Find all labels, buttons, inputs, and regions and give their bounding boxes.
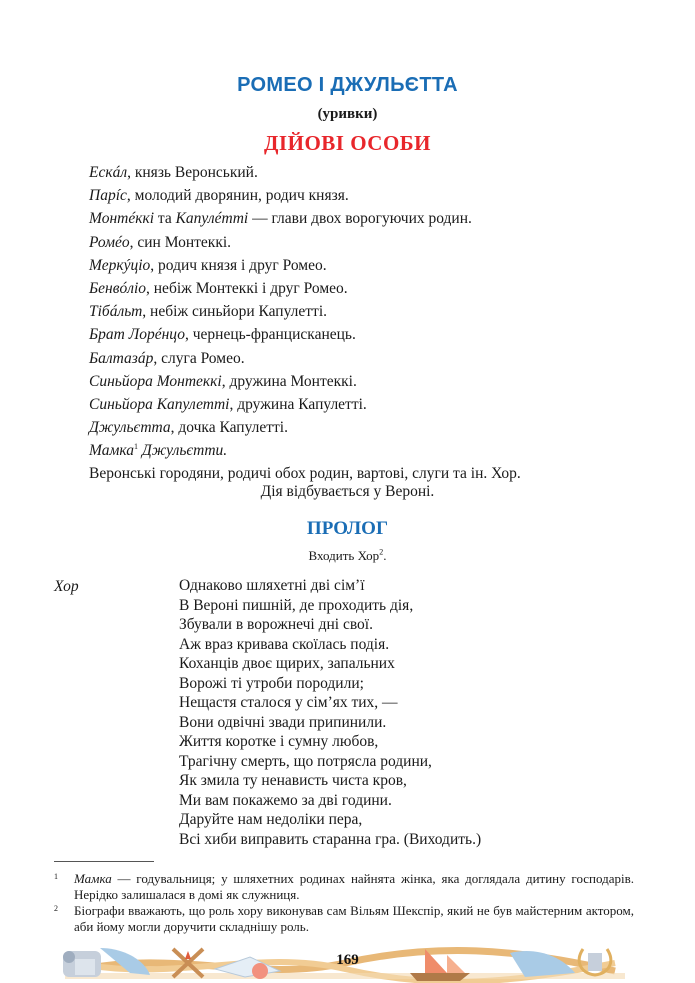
connector-text: та (154, 210, 176, 228)
footnote-text: — годувальниця; у шляхетних родинах найнята жінка, яка доглядала дитину господарів. Нерідко залишалася в домі як служниця. (74, 871, 634, 902)
footnote-number: 2 (54, 904, 58, 913)
character-name: Монтéккі (89, 210, 155, 228)
character-name: Брат Лорéнцо (89, 326, 185, 344)
speaker-label: Хор (54, 578, 79, 595)
cast-item (89, 277, 649, 300)
verse-line: В Вероні пишній, де проходить дія, (179, 596, 414, 614)
character-desc: , чернець-францисканець. (184, 326, 356, 344)
footnote-text: Біографи вважають, що роль хору виконував сам Вільям Шекспір, який не був майстерним актором, аби йому могли доручити складнішу роль. (74, 903, 634, 934)
footnote-term: Мамка (74, 871, 112, 886)
footnote-divider (54, 861, 154, 862)
character-name: Ескáл (89, 164, 128, 181)
footnote-item (54, 871, 634, 903)
character-name: Меркýціо (89, 256, 151, 274)
footnote-ref[interactable]: 1 (133, 442, 138, 452)
footnote-item (54, 903, 634, 935)
character-name: Тібáльт (89, 303, 143, 321)
verse-line: Аж враз кривава скоїлась подія. (179, 635, 390, 653)
prolog-verse (179, 576, 481, 849)
verse-line: Нещастя сталося у сім’ях тих, — (179, 694, 398, 711)
character-desc: , син Монтеккі. (129, 233, 232, 251)
cast-item (89, 254, 649, 277)
character-desc: Веронські городяни, родичі обох родин, вартові, слуги та ін. Хор. (89, 465, 521, 483)
verse-line: Однаково шляхетні дві сім’ї (179, 577, 365, 594)
character-name: Мамка (89, 442, 134, 460)
verse-line: Вони одвічні звади припинили. (179, 713, 387, 731)
character-name: Капулéтті (175, 210, 249, 228)
play-subtitle: (уривки) (317, 106, 378, 122)
character-desc: , дочка Капулетті. (170, 419, 288, 437)
stage-direction-end: . (383, 548, 387, 563)
cast-item (89, 184, 649, 207)
verse-line: Ворожі ті утроби породили; (179, 674, 364, 692)
verse-line: Коханців двоє щирих, запальних (179, 655, 395, 672)
verse-line: Всі хиби виправить старанна гра. (Виходить.) (179, 830, 482, 848)
cast-item (89, 416, 649, 439)
character-name: Балтазáр (89, 349, 154, 367)
cast-item (89, 207, 649, 230)
character-name: Джульєтта (89, 419, 171, 437)
character-desc: , слуга Ромео. (153, 349, 245, 367)
cast-item (89, 323, 649, 346)
character-desc: , небіж Монтеккі і друг Ромео. (146, 279, 348, 297)
character-name: Ромéо (89, 233, 130, 251)
prolog-heading: ПРОЛОГ (306, 518, 389, 539)
setting-note: Дія відбувається у Вероні. (260, 483, 435, 500)
page-number: 169 (336, 952, 359, 968)
verse-line: Ми вам покажемо за дві години. (179, 791, 392, 809)
cast-item (89, 370, 649, 393)
footnote-number: 1 (54, 872, 58, 881)
character-name: Синьйора Капулетті (89, 395, 230, 413)
character-desc: . (223, 442, 228, 460)
stage-direction (0, 548, 695, 564)
cast-item (89, 300, 649, 323)
character-name: Синьйора Монтеккі (89, 372, 222, 390)
character-desc: , небіж синьйори Капулетті. (142, 303, 328, 321)
verse-line: Як змила ту ненависть чиста кров, (179, 772, 407, 789)
cast-list (89, 161, 649, 486)
cast-item (89, 231, 649, 254)
verse-line: Даруйте нам недоліки пера, (179, 811, 363, 828)
cast-item (89, 393, 649, 416)
cast-heading: ДІЙОВІ ОСОБИ (263, 131, 432, 155)
character-desc: — глави двох ворогуючих родин. (248, 210, 472, 228)
character-desc: , молодий дворянин, родич князя. (126, 187, 349, 205)
footnotes (54, 871, 634, 935)
verse-line: Життя коротке і сумну любов, (179, 733, 379, 750)
character-desc: , дружина Капулетті. (229, 395, 367, 413)
verse-line: Трагічну смерть, що потрясла родини, (179, 752, 432, 770)
footnote-ref[interactable]: 2 (379, 547, 384, 557)
play-title: РОМЕО І ДЖУЛЬЄТТА (237, 74, 458, 96)
character-desc: , родич князя і друг Ромео. (150, 256, 327, 274)
cast-item (89, 161, 649, 184)
character-name: Джульєтти (137, 442, 224, 460)
cast-item (89, 439, 649, 462)
character-name: Бенвóліо (89, 279, 147, 297)
cast-item (89, 347, 649, 370)
character-desc: , дружина Монтеккі. (221, 372, 357, 390)
character-desc: , князь Веронський. (127, 164, 258, 181)
stage-direction-text: Входить Хор (308, 548, 380, 563)
verse-line: Збували в ворожнечі дні свої. (179, 616, 373, 633)
character-name: Парíс (89, 187, 127, 205)
